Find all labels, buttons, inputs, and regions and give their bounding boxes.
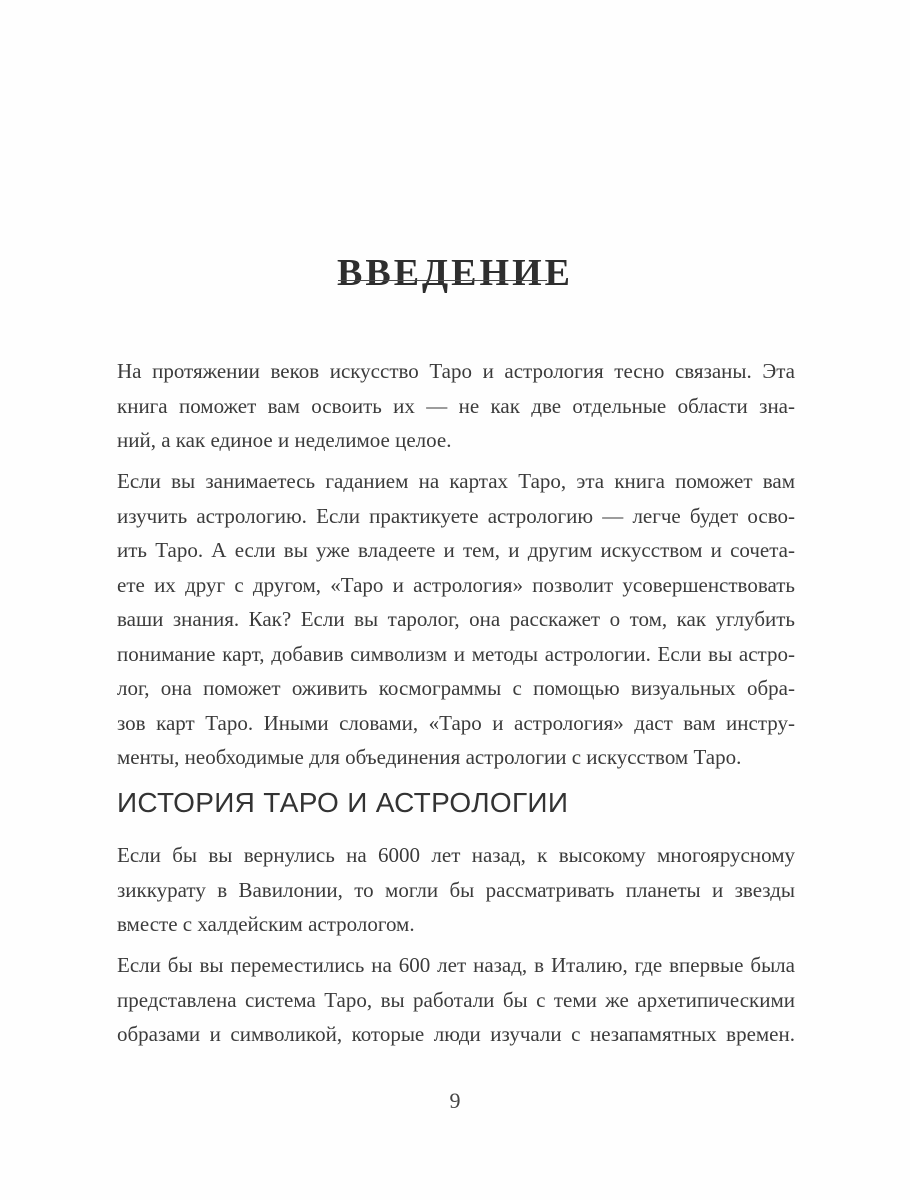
text-line: изучить астрологию. Если практикуете астрологию — легче будет осво-: [117, 503, 795, 528]
text-line: ний, а как единое и неделимое целое.: [117, 428, 452, 452]
chapter-title: ВВЕДЕНИЕ: [337, 252, 573, 295]
text-line: ваши знания. Как? Если вы таролог, она расскажет о том, как углубить: [117, 607, 795, 631]
section-heading: ИСТОРИЯ ТАРО И АСТРОЛОГИИ: [117, 787, 569, 818]
text-line: зиккурату в Вавилонии, то могли бы рассматривать планеты и звезды: [117, 877, 795, 902]
section-paragraph-1: [117, 838, 795, 942]
text-line: представлена система Таро, вы работали бы с теми же архетипическими: [117, 987, 795, 1012]
section-paragraph-2: [117, 948, 795, 1052]
text-line: Если бы вы переместились на 600 лет назад, в Италию, где впервые была: [117, 953, 795, 977]
text-line: книга поможет вам освоить их — не как две отдельные области зна-: [117, 393, 795, 418]
text-line: лог, она поможет оживить космограммы с помощью визуальных обра-: [117, 676, 795, 700]
text-line: ете их друг с другом, «Таро и астрология» позволит усовершенствовать: [117, 572, 795, 597]
text-line: На протяжении веков искусство Таро и астрология тесно связаны. Эта: [117, 359, 795, 383]
text-line: ить Таро. А если вы уже владеете и тем, и другим искусством и сочета-: [117, 538, 795, 562]
text-line: менты, необходимые для объединения астрологии с искусством Таро.: [117, 745, 742, 769]
intro-paragraph-1: [117, 354, 795, 458]
title-underline: [338, 280, 547, 281]
text-line: понимание карт, добавив символизм и методы астрологии. Если вы астро-: [117, 641, 795, 666]
text-line: Если бы вы вернулись на 6000 лет назад, к высокому многоярусному: [117, 843, 795, 867]
text-line: вместе с халдейским астрологом.: [117, 912, 415, 936]
text-line: зов карт Таро. Иными словами, «Таро и астрология» даст вам инстру-: [117, 710, 795, 735]
text-line: образами и символикой, которые люди изучали с незапамятных времен.: [117, 1022, 795, 1046]
intro-paragraph-2: [117, 464, 795, 775]
text-line: Если вы занимаетесь гаданием на картах Таро, эта книга поможет вам: [117, 469, 795, 493]
page-number: 9: [449, 1088, 461, 1113]
